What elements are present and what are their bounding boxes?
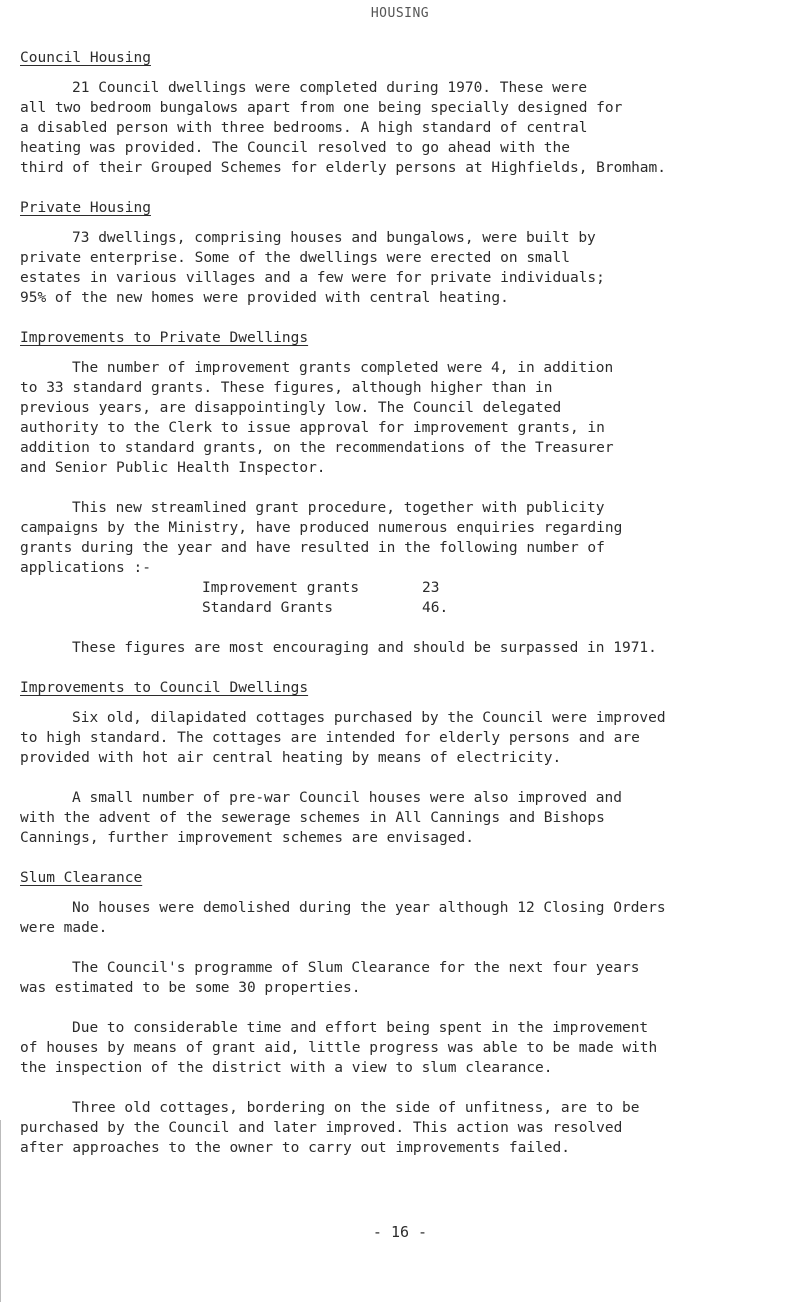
section-improvements-council	[20, 678, 795, 848]
paragraph: 73 dwellings, comprising houses and bungalows, were built by private enterprise. Some of the dwellings were erected on small estates in various villages and a few were for private individuals; 95% of the new homes were provided with central heating.	[20, 230, 605, 306]
paragraph: Three old cottages, bordering on the side of unfitness, are to be purchased by the Council and later improved. This action was resolved after approaches to the owner to carry out improvements failed.	[20, 1100, 640, 1156]
section-heading: Private Housing	[20, 200, 151, 216]
paragraph: These figures are most encouraging and should be surpassed in 1971.	[72, 640, 657, 656]
section-improvements-private	[20, 328, 795, 658]
paragraph: 21 Council dwellings were completed during 1970. These were all two bedroom bungalows apart from one being specially designed for a disabled person with three bedrooms. A high standard of central heating was provided. The Council resolved to go ahead with the third of their Grouped Schemes for elderly persons at Highfields, Bromham.	[20, 80, 667, 176]
figure-row	[20, 598, 795, 618]
paragraph: The number of improvement grants completed were 4, in addition to 33 standard grants. These figures, although higher than in previous years, are disappointingly low. The Council delegated authority to the Clerk to issue approval for improvement grants, in addition to standard grants, on the recommendations of the Treasurer and Senior Public Health Inspector.	[20, 360, 614, 476]
scan-edge-line	[0, 1120, 1, 1302]
figure-row	[20, 578, 795, 598]
section-council-housing	[20, 48, 795, 178]
paragraph: Six old, dilapidated cottages purchased by the Council were improved to high standard. The cottages are intended for elderly persons and are provided with hot air central heating by means of electricity.	[20, 710, 666, 766]
figure-label: Standard Grants	[202, 600, 333, 616]
section-slum-clearance	[20, 868, 795, 1158]
figure-label: Improvement grants	[202, 580, 360, 596]
paragraph: A small number of pre-war Council houses were also improved and with the advent of the sewerage schemes in All Cannings and Bishops Cannings, further improvement schemes are envisaged.	[20, 790, 622, 846]
section-heading: Improvements to Council Dwellings	[20, 680, 309, 696]
section-private-housing	[20, 198, 795, 308]
figure-value: 23	[422, 580, 440, 596]
section-heading: Slum Clearance	[20, 870, 143, 886]
section-heading: Improvements to Private Dwellings	[20, 330, 309, 346]
page-content	[20, 48, 795, 1178]
section-heading: Council Housing	[20, 50, 151, 66]
paragraph: The Council's programme of Slum Clearance for the next four years was estimated to be some 30 properties.	[20, 960, 640, 996]
paragraph: No houses were demolished during the year although 12 Closing Orders were made.	[20, 900, 666, 936]
page-number: - 16 -	[372, 1223, 428, 1241]
running-head: HOUSING	[370, 6, 430, 21]
applications-figures	[20, 578, 795, 618]
paragraph: This new streamlined grant procedure, together with publicity campaigns by the Ministry, have produced numerous enquiries regarding grants during the year and have resulted in the following number of applications :-	[20, 500, 623, 576]
paragraph: Due to considerable time and effort being spent in the improvement of houses by means of grant aid, little progress was able to be made with the inspection of the district with a view to slum clearance.	[20, 1020, 658, 1076]
figure-value: 46.	[422, 600, 449, 616]
